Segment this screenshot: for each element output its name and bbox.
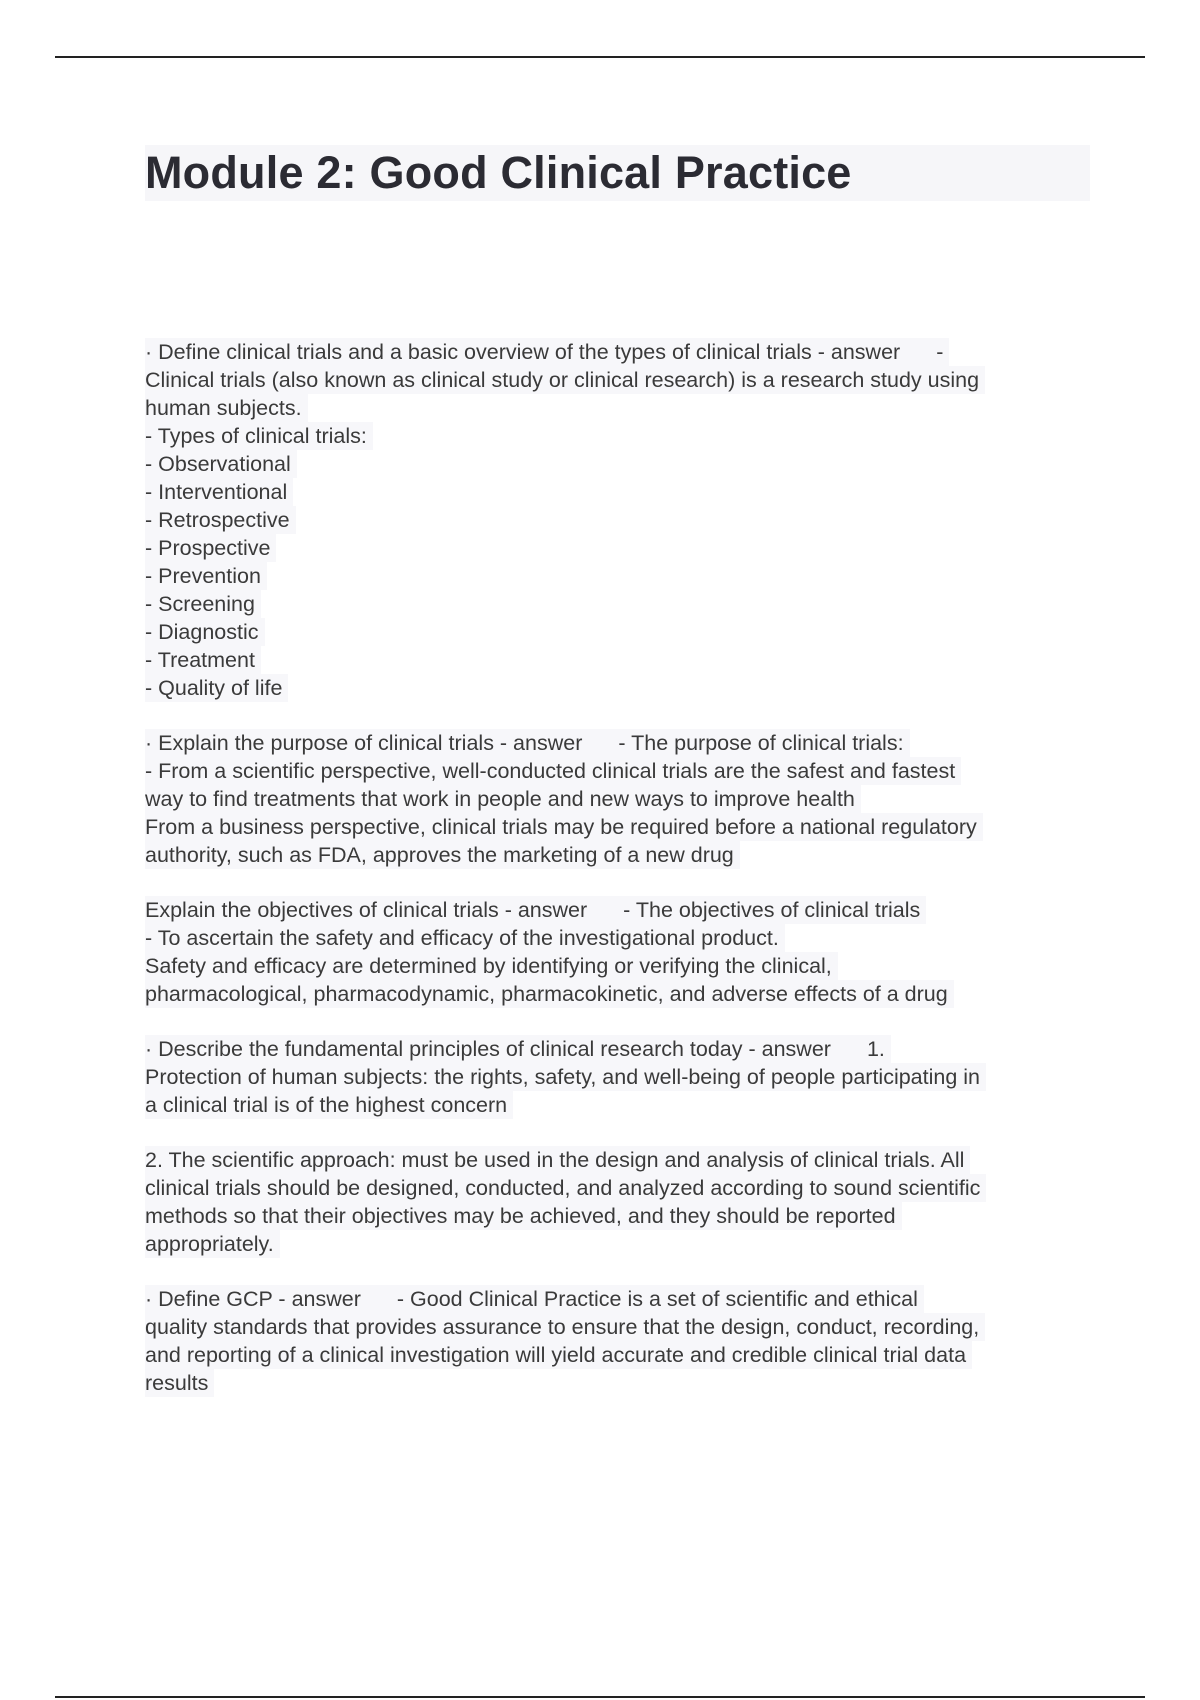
line-text: quality standards that provides assurance to ensure that the design, conduct, recording,: [145, 1315, 980, 1339]
text-line: [145, 1230, 280, 1258]
text-line: [145, 813, 983, 841]
text-line: [145, 1174, 986, 1202]
text-line: [145, 1202, 902, 1230]
text-line: [145, 980, 954, 1008]
line-text: and reporting of a clinical investigation will yield accurate and credible clinical trial data: [145, 1343, 967, 1367]
text-line: [145, 1091, 513, 1119]
qa-block: [145, 338, 1095, 702]
qa-block: [145, 729, 1095, 869]
text-line: [145, 924, 785, 952]
line-text: - Observational: [145, 452, 291, 476]
footer-rule: [55, 1696, 1145, 1698]
text-line: [145, 1146, 970, 1174]
line-text: - Screening: [145, 592, 255, 616]
line-text: Explain the objectives of clinical trials - answer: [145, 898, 588, 922]
qa-block: [145, 1035, 1095, 1119]
text-line: [145, 450, 297, 478]
text-line: [145, 1369, 214, 1397]
header-rule: [55, 56, 1145, 58]
text-line: [145, 534, 276, 562]
line-text: methods so that their objectives may be achieved, and they should be reported: [145, 1204, 896, 1228]
line-text: way to find treatments that work in people and new ways to improve health: [145, 787, 855, 811]
answer-start-text: - The objectives of clinical trials: [623, 898, 921, 922]
document-body: [145, 338, 1095, 1424]
line-text: From a business perspective, clinical trials may be required before a national regulatory: [145, 815, 977, 839]
line-text: - Retrospective: [145, 508, 290, 532]
text-line: [145, 785, 861, 813]
text-line: [145, 729, 910, 757]
text-line: [145, 1341, 972, 1369]
text-line: [145, 1313, 985, 1341]
line-text: - Prevention: [145, 564, 261, 588]
line-text: pharmacological, pharmacodynamic, pharmacokinetic, and adverse effects of a drug: [145, 982, 948, 1006]
line-text: · Explain the purpose of clinical trials - answer: [145, 731, 583, 755]
answer-start-text: - Good Clinical Practice is a set of scientific and ethical: [396, 1287, 918, 1311]
line-text: - From a scientific perspective, well-conducted clinical trials are the safest and fastest: [145, 759, 956, 783]
answer-start-text: - The purpose of clinical trials:: [618, 731, 904, 755]
line-text: · Describe the fundamental principles of clinical research today - answer: [145, 1037, 831, 1061]
line-text: - Quality of life: [145, 676, 283, 700]
line-text: appropriately.: [145, 1232, 274, 1256]
line-text: Protection of human subjects: the rights, safety, and well-being of people participating in: [145, 1065, 981, 1089]
answer-start-text: -: [936, 340, 944, 364]
page-title: Module 2: Good Clinical Practice: [145, 147, 852, 198]
text-line: [145, 841, 740, 869]
text-line: [145, 366, 985, 394]
text-line: [145, 1063, 986, 1091]
line-text: · Define clinical trials and a basic overview of the types of clinical trials - answer: [145, 340, 901, 364]
text-line: [145, 422, 373, 450]
text-line: [145, 590, 261, 618]
text-line: [145, 618, 265, 646]
line-text: - Interventional: [145, 480, 288, 504]
line-text: · Define GCP - answer: [145, 1287, 361, 1311]
line-text: authority, such as FDA, approves the marketing of a new drug: [145, 843, 734, 867]
text-line: [145, 646, 261, 674]
text-line: [145, 394, 308, 422]
text-line: [145, 1035, 891, 1063]
line-text: Clinical trials (also known as clinical study or clinical research) is a research study using: [145, 368, 980, 392]
qa-block: [145, 1285, 1095, 1397]
line-text: - Types of clinical trials:: [145, 424, 367, 448]
line-text: Safety and efficacy are determined by identifying or verifying the clinical,: [145, 954, 832, 978]
line-text: - Prospective: [145, 536, 271, 560]
text-line: [145, 952, 838, 980]
text-line: [145, 1285, 924, 1313]
text-line: [145, 896, 926, 924]
line-text: - Treatment: [145, 648, 255, 672]
text-line: [145, 338, 949, 366]
line-text: clinical trials should be designed, conducted, and analyzed according to sound scientific: [145, 1176, 981, 1200]
qa-block: [145, 896, 1095, 1008]
line-text: - Diagnostic: [145, 620, 259, 644]
text-line: [145, 478, 293, 506]
text-line: [145, 757, 961, 785]
line-text: a clinical trial is of the highest concern: [145, 1093, 508, 1117]
line-text: human subjects.: [145, 396, 302, 420]
line-text: - To ascertain the safety and efficacy of the investigational product.: [145, 926, 779, 950]
answer-start-text: 1.: [866, 1037, 885, 1061]
text-line: [145, 674, 288, 702]
line-text: 2. The scientific approach: must be used in the design and analysis of clinical trials. All: [145, 1148, 965, 1172]
text-line: [145, 562, 267, 590]
qa-block: [145, 1146, 1095, 1258]
line-text: results: [145, 1371, 209, 1395]
text-line: [145, 506, 296, 534]
